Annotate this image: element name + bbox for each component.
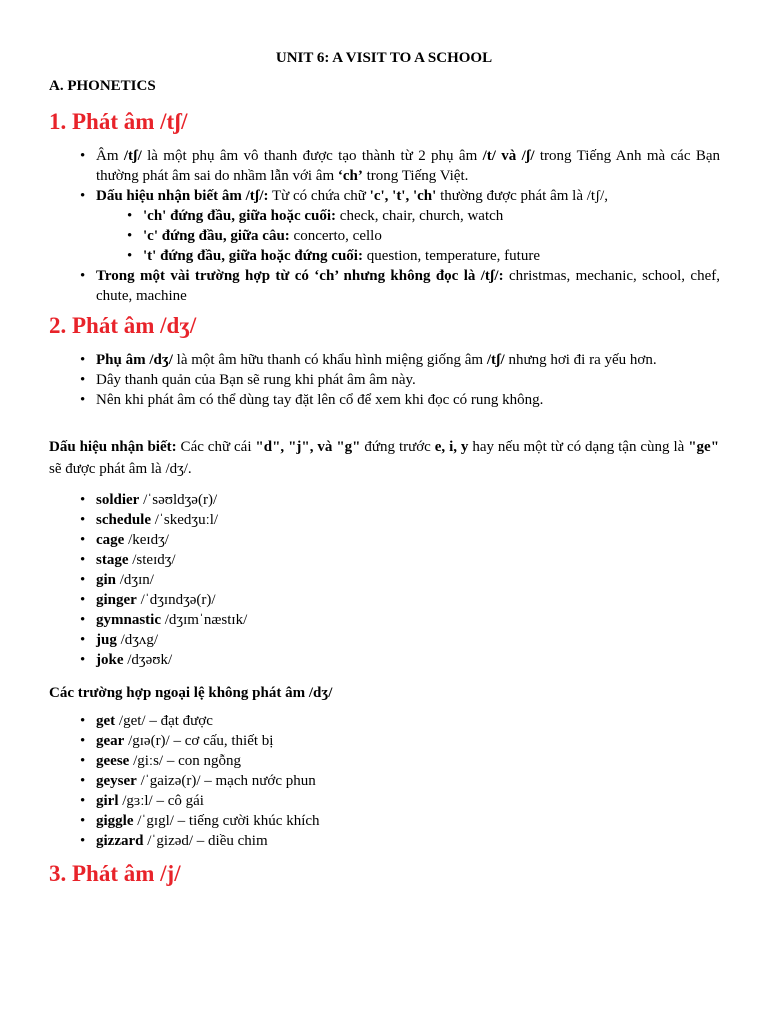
list-item: • gizzard /ˈgizəd/ – diều chim xyxy=(80,831,720,851)
list-item: • Nên khi phát âm có thể dùng tay đặt lên cổ để xem khi đọc có rung không. xyxy=(80,390,720,410)
tsh-bullets xyxy=(80,146,720,206)
list-item: • cage /keɪdʒ/ xyxy=(80,530,720,550)
list-item: • gin /dʒɪn/ xyxy=(80,570,720,590)
list-item: • joke /dʒəʊk/ xyxy=(80,650,720,670)
list-item: • geyser /ˈgaizə(r)/ – mạch nước phun xyxy=(80,771,720,791)
list-item: • girl /gɜːl/ – cô gái xyxy=(80,791,720,811)
section-heading-phonetics: A. PHONETICS xyxy=(49,78,156,94)
list-item: • Dây thanh quản của Bạn sẽ rung khi phát âm âm này. xyxy=(80,370,720,390)
heading-j: 3. Phát âm /j/ xyxy=(49,861,181,886)
heading-dzh: 2. Phát âm /dʒ/ xyxy=(49,313,197,338)
list-item: • 't' đứng đầu, giữa hoặc đứng cuối: question, temperature, future xyxy=(127,246,727,266)
dzh-sign-paragraph: Dấu hiệu nhận biết: Các chữ cái "d", "j", và "g" đứng trước e, i, y hay nếu một từ có dạng tận cùng là "ge" sẽ được phát âm là /dʒ/. xyxy=(49,439,720,477)
list-item: • 'ch' đứng đầu, giữa hoặc cuối: check, chair, church, watch xyxy=(127,206,727,226)
list-item: • Phụ âm /dʒ/ là một âm hữu thanh có khẩu hình miệng giống âm /tʃ/ nhưng hơi đi ra yếu hơn. xyxy=(80,350,720,370)
heading-tsh: 1. Phát âm /tʃ/ xyxy=(49,109,188,134)
dzh-bullets xyxy=(80,350,720,410)
list-item: • Trong một vài trường hợp từ có ‘ch’ nhưng không đọc là /tʃ/: christmas, mechanic, school, chef, chute, machine xyxy=(80,266,720,306)
list-item: • jug /dʒʌg/ xyxy=(80,630,720,650)
list-item: • schedule /ˈskedʒuːl/ xyxy=(80,510,720,530)
list-item: • geese /giːs/ – con ngỗng xyxy=(80,751,720,771)
list-item: • stage /steɪdʒ/ xyxy=(80,550,720,570)
exceptions-heading: Các trường hợp ngoại lệ không phát âm /dʒ/ xyxy=(49,685,333,701)
tsh-exception-bullet xyxy=(80,266,720,306)
list-item: • get /get/ – đạt được xyxy=(80,711,720,731)
list-item: • soldier /ˈsəʊldʒə(r)/ xyxy=(80,490,720,510)
list-item: • Âm /tʃ/ là một phụ âm vô thanh được tạo thành từ 2 phụ âm /t/ và /ʃ/ trong Tiếng Anh mà các Bạn thường phát âm sai do nhầm lẫn với âm ‘ch’ trong Tiếng Việt. xyxy=(80,146,720,186)
list-item: • giggle /ˈgɪgl/ – tiếng cười khúc khích xyxy=(80,811,720,831)
dzh-word-list xyxy=(80,490,720,670)
list-item: • gymnastic /dʒɪmˈnæstɪk/ xyxy=(80,610,720,630)
unit-title: UNIT 6: A VISIT TO A SCHOOL xyxy=(275,50,493,66)
list-item: • 'c' đứng đầu, giữa câu: concerto, cello xyxy=(127,226,727,246)
list-item: • gear /gɪə(r)/ – cơ cấu, thiết bị xyxy=(80,731,720,751)
list-item: • Dấu hiệu nhận biết âm /tʃ/: Từ có chứa chữ 'c', 't', 'ch' thường được phát âm là /tʃ/, xyxy=(80,186,720,206)
exceptions-list xyxy=(80,711,720,851)
tsh-sub-bullets xyxy=(127,206,727,266)
list-item: • ginger /ˈdʒɪndʒə(r)/ xyxy=(80,590,720,610)
